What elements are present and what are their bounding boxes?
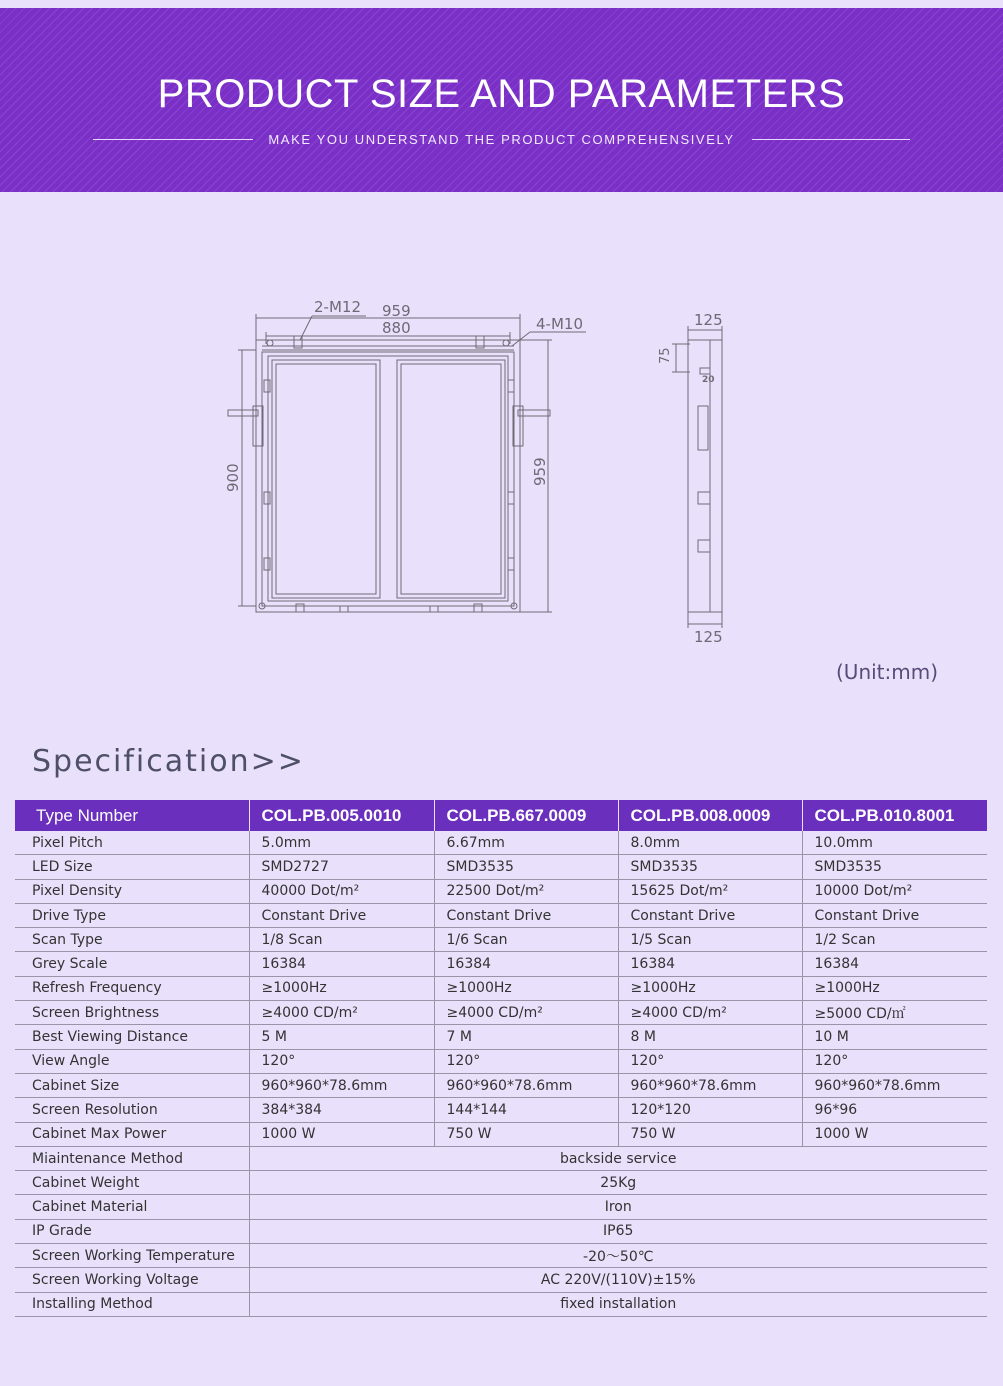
table-row bbox=[15, 952, 987, 976]
table-cell: 750 W bbox=[618, 1122, 802, 1146]
table-cell: 22500 Dot/m² bbox=[434, 879, 618, 903]
module-panel-left bbox=[272, 360, 380, 598]
column-header: COL.PB.667.0009 bbox=[434, 800, 618, 831]
table-row bbox=[15, 928, 987, 952]
table-cell: 750 W bbox=[434, 1122, 618, 1146]
side-depth-bottom-label: 125 bbox=[694, 628, 723, 646]
table-cell: 8 M bbox=[618, 1025, 802, 1049]
table-row bbox=[15, 1049, 987, 1073]
row-label: LED Size bbox=[15, 855, 249, 879]
table-cell: 1/6 Scan bbox=[434, 928, 618, 952]
table-cell: ≥1000Hz bbox=[802, 976, 987, 1000]
table-cell: 8.0mm bbox=[618, 831, 802, 855]
table-cell: 1/2 Scan bbox=[802, 928, 987, 952]
side-dim-20-label: 20 bbox=[702, 375, 715, 385]
side-depth-top-label: 125 bbox=[694, 311, 723, 329]
table-cell: ≥4000 CD/m² bbox=[434, 1001, 618, 1025]
table-cell: 15625 Dot/m² bbox=[618, 879, 802, 903]
table-cell: 10000 Dot/m² bbox=[802, 879, 987, 903]
table-row bbox=[15, 1244, 987, 1268]
table-cell: ≥1000Hz bbox=[434, 976, 618, 1000]
row-label: Cabinet Max Power bbox=[15, 1122, 249, 1146]
table-cell: 960*960*78.6mm bbox=[434, 1073, 618, 1097]
table-row bbox=[15, 1268, 987, 1292]
table-row bbox=[15, 903, 987, 927]
table-cell: 5.0mm bbox=[249, 831, 434, 855]
left-height-label: 900 bbox=[224, 463, 242, 492]
row-label: Scan Type bbox=[15, 928, 249, 952]
table-cell: 16384 bbox=[249, 952, 434, 976]
column-header: COL.PB.010.8001 bbox=[802, 800, 987, 831]
table-cell: SMD3535 bbox=[618, 855, 802, 879]
table-cell: 10 M bbox=[802, 1025, 987, 1049]
table-cell: 1/5 Scan bbox=[618, 928, 802, 952]
table-row bbox=[15, 855, 987, 879]
row-label: View Angle bbox=[15, 1049, 249, 1073]
table-cell: SMD2727 bbox=[249, 855, 434, 879]
table-cell: 7 M bbox=[434, 1025, 618, 1049]
row-label: IP Grade bbox=[15, 1219, 249, 1243]
table-row bbox=[15, 1292, 987, 1316]
spec-title: Specification>> bbox=[32, 744, 305, 779]
table-row bbox=[15, 1171, 987, 1195]
front-width-label: 959 bbox=[382, 302, 411, 320]
right-height-label: 959 bbox=[531, 457, 549, 486]
row-label: Screen Working Voltage bbox=[15, 1268, 249, 1292]
table-cell: Constant Drive bbox=[802, 903, 987, 927]
unit-note: (Unit:mm) bbox=[836, 660, 939, 684]
table-cell: 960*960*78.6mm bbox=[618, 1073, 802, 1097]
table-cell: 120° bbox=[249, 1049, 434, 1073]
table-row bbox=[15, 831, 987, 855]
row-label: Screen Brightness bbox=[15, 1001, 249, 1025]
table-cell: 16384 bbox=[802, 952, 987, 976]
table-cell-merged: 25Kg bbox=[249, 1171, 987, 1195]
hole-label-m10: 4-M10 bbox=[536, 315, 583, 333]
table-cell: 960*960*78.6mm bbox=[802, 1073, 987, 1097]
row-label: Pixel Density bbox=[15, 879, 249, 903]
table-cell: 40000 Dot/m² bbox=[249, 879, 434, 903]
table-cell: 5 M bbox=[249, 1025, 434, 1049]
table-cell: 1000 W bbox=[249, 1122, 434, 1146]
row-label: Pixel Pitch bbox=[15, 831, 249, 855]
table-cell: 120*120 bbox=[618, 1098, 802, 1122]
table-row bbox=[15, 1219, 987, 1243]
table-cell: ≥4000 CD/m² bbox=[618, 1001, 802, 1025]
table-cell-merged: AC 220V/(110V)±15% bbox=[249, 1268, 987, 1292]
column-header: Type Number bbox=[15, 800, 249, 831]
table-row bbox=[15, 1195, 987, 1219]
column-header: COL.PB.008.0009 bbox=[618, 800, 802, 831]
module-panel-right bbox=[397, 360, 505, 598]
row-label: Cabinet Size bbox=[15, 1073, 249, 1097]
row-label: Screen Working Temperature bbox=[15, 1244, 249, 1268]
table-cell: ≥4000 CD/m² bbox=[249, 1001, 434, 1025]
table-row bbox=[15, 1025, 987, 1049]
table-cell: 6.67mm bbox=[434, 831, 618, 855]
row-label: Refresh Frequency bbox=[15, 976, 249, 1000]
table-cell: 960*960*78.6mm bbox=[249, 1073, 434, 1097]
table-header-row bbox=[15, 800, 987, 831]
table-cell: Constant Drive bbox=[618, 903, 802, 927]
table-cell: ≥5000 CD/㎡ bbox=[802, 1001, 987, 1025]
table-cell: 16384 bbox=[618, 952, 802, 976]
table-cell-merged: Iron bbox=[249, 1195, 987, 1219]
row-label: Best Viewing Distance bbox=[15, 1025, 249, 1049]
row-label: Cabinet Material bbox=[15, 1195, 249, 1219]
spec-table bbox=[15, 800, 988, 1317]
table-cell: 120° bbox=[434, 1049, 618, 1073]
table-cell: SMD3535 bbox=[802, 855, 987, 879]
row-label: Screen Resolution bbox=[15, 1098, 249, 1122]
table-cell: Constant Drive bbox=[249, 903, 434, 927]
page-title: PRODUCT SIZE AND PARAMETERS bbox=[157, 72, 846, 116]
table-row bbox=[15, 879, 987, 903]
inner-width-label: 880 bbox=[382, 319, 411, 337]
table-cell: 10.0mm bbox=[802, 831, 987, 855]
table-cell-merged: -20～50℃ bbox=[249, 1244, 987, 1268]
table-cell-merged: IP65 bbox=[249, 1219, 987, 1243]
side-dim-75-label: 75 bbox=[658, 347, 673, 364]
table-cell-merged: backside service bbox=[249, 1146, 987, 1170]
row-label: Cabinet Weight bbox=[15, 1171, 249, 1195]
table-cell: ≥1000Hz bbox=[618, 976, 802, 1000]
table-row bbox=[15, 976, 987, 1000]
hole-label-m12: 2-M12 bbox=[314, 298, 361, 316]
table-cell: 1/8 Scan bbox=[249, 928, 434, 952]
table-cell: 384*384 bbox=[249, 1098, 434, 1122]
table-cell: 120° bbox=[802, 1049, 987, 1073]
table-row bbox=[15, 1146, 987, 1170]
table-cell: 16384 bbox=[434, 952, 618, 976]
row-label: Miaintenance Method bbox=[15, 1146, 249, 1170]
table-cell: 1000 W bbox=[802, 1122, 987, 1146]
table-row bbox=[15, 1098, 987, 1122]
table-cell: SMD3535 bbox=[434, 855, 618, 879]
table-cell: 96*96 bbox=[802, 1098, 987, 1122]
table-row bbox=[15, 1073, 987, 1097]
table-cell: ≥1000Hz bbox=[249, 976, 434, 1000]
table-cell-merged: fixed installation bbox=[249, 1292, 987, 1316]
table-cell: 144*144 bbox=[434, 1098, 618, 1122]
column-header: COL.PB.005.0010 bbox=[249, 800, 434, 831]
table-cell: Constant Drive bbox=[434, 903, 618, 927]
cabinet-front-outline bbox=[256, 340, 520, 612]
row-label: Installing Method bbox=[15, 1292, 249, 1316]
table-row bbox=[15, 1122, 987, 1146]
row-label: Grey Scale bbox=[15, 952, 249, 976]
row-label: Drive Type bbox=[15, 903, 249, 927]
table-cell: 120° bbox=[618, 1049, 802, 1073]
table-row bbox=[15, 1001, 987, 1025]
page-subtitle: MAKE YOU UNDERSTAND THE PRODUCT COMPREHENSIVELY bbox=[268, 132, 735, 147]
